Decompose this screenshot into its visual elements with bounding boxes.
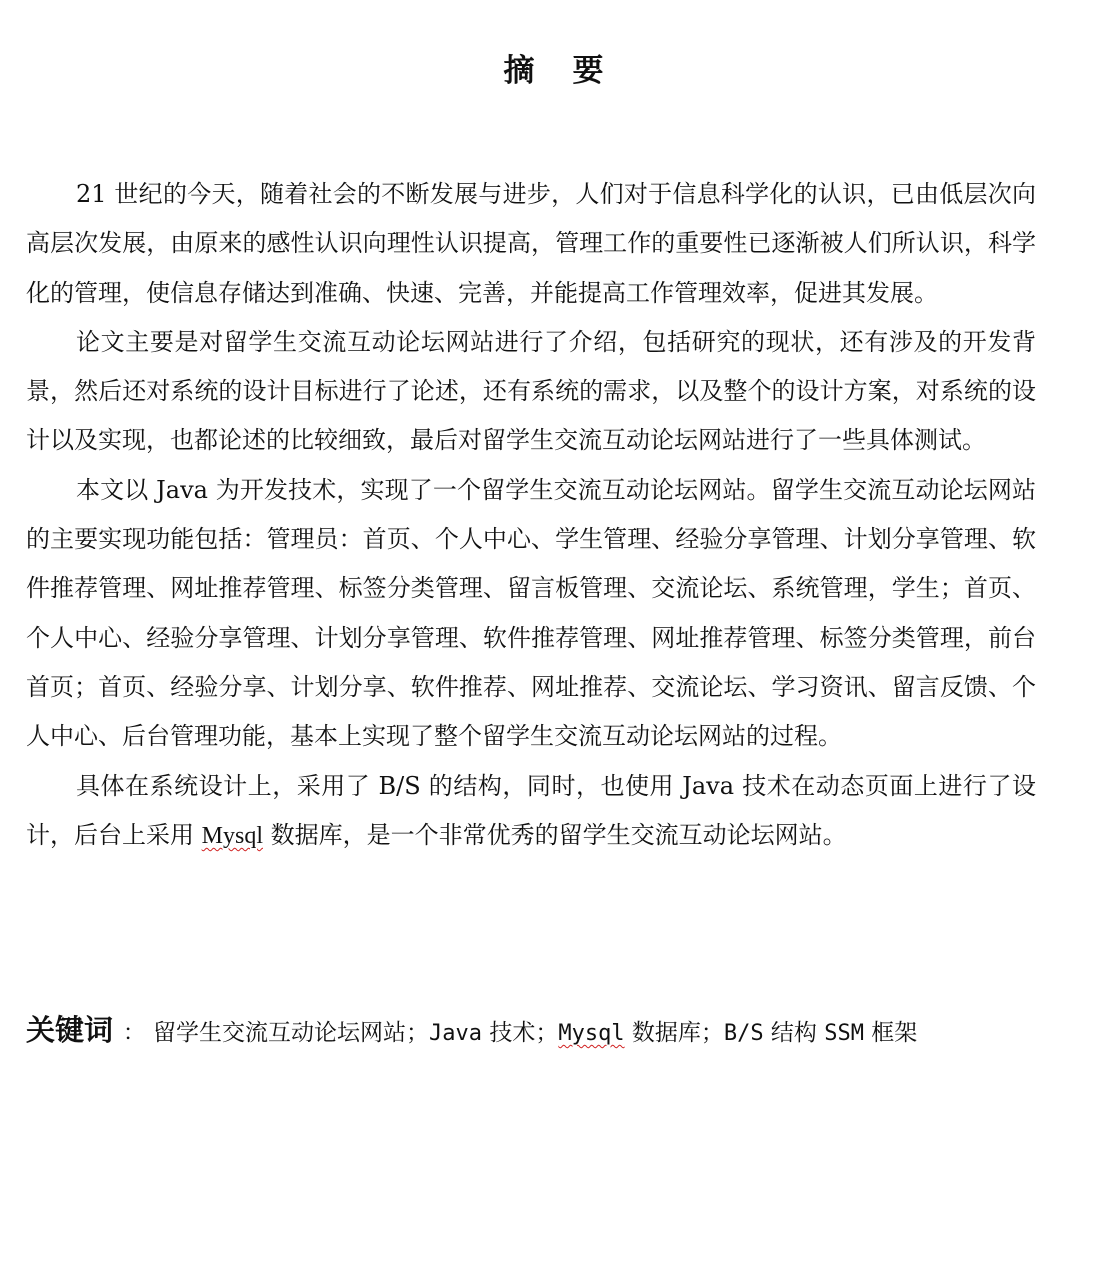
abstract-paragraph-2: 论文主要是对留学生交流互动论坛网站进行了介绍，包括研究的现状，还有涉及的开发背景，然后还对系统的设计目标进行了论述，还有系统的需求，以及整个的设计方案，对系统的设计以及实现，也都论述的比较细致，最后对留学生交流互动论坛网站进行了一些具体测试。 (26, 327, 1036, 455)
abstract-body (26, 170, 1036, 861)
keyword-bs: B/S (723, 1021, 764, 1046)
keyword-mysql-spellcheck: Mysql (558, 1021, 625, 1046)
keyword-structure-suffix: 结构 (763, 1020, 825, 1046)
paragraph-4-text-before: 具体在系统设计上，采用了 B/S 的结构，同时，也使用 Java 技术在动态页面上进行了设计，后台上采用 (26, 771, 1036, 849)
title-char-2: 要 (572, 53, 608, 89)
keywords-line (26, 1005, 1086, 1060)
keyword-tech-suffix: 技术； (482, 1020, 559, 1046)
abstract-paragraph-1: 21 世纪的今天，随着社会的不断发展与进步，人们对于信息科学化的认识，已由低层次向高层次发展，由原来的感性认识向理性认识提高，管理工作的重要性已逐渐被人们所认识，科学化的管理，使信息存储达到准确、快速、完善，并能提高工作管理效率，促进其发展。 (26, 180, 1036, 307)
abstract-paragraph-4 (26, 762, 1036, 862)
keyword-ssm: SSM (824, 1021, 864, 1046)
keywords-label: 关键词 (26, 1013, 114, 1047)
keyword-forum-site: 留学生交流互动论坛网站； (153, 1020, 430, 1046)
abstract-paragraph-3: 本文以 Java 为开发技术，实现了一个留学生交流互动论坛网站。留学生交流互动论坛网站的主要实现功能包括：管理员：首页、个人中心、学生管理、经验分享管理、计划分享管理、软件推荐管理、网址推荐管理、标签分类管理、留言板管理、交流论坛、系统管理，学生；首页、个人中心、经验分享管理、计划分享管理、软件推荐管理、网址推荐管理、标签分类管理，前台首页；首页、经验分享、计划分享、软件推荐、网址推荐、交流论坛、学习资讯、留言反馈、个人中心、后台管理功能，基本上实现了整个留学生交流互动论坛网站的过程。 (26, 475, 1036, 751)
keyword-database-suffix: 数据库； (624, 1020, 724, 1046)
keywords-separator: ： (123, 1021, 146, 1046)
keyword-framework-suffix: 框架 (864, 1020, 918, 1046)
paragraph-4-text-after: 数据库，是一个非常优秀的留学生交流互动论坛网站。 (263, 820, 847, 849)
keyword-java: Java (429, 1021, 483, 1046)
title-char-1: 摘 (503, 53, 539, 89)
mysql-term-spellcheck: Mysql (201, 822, 263, 849)
abstract-title (0, 46, 1111, 96)
